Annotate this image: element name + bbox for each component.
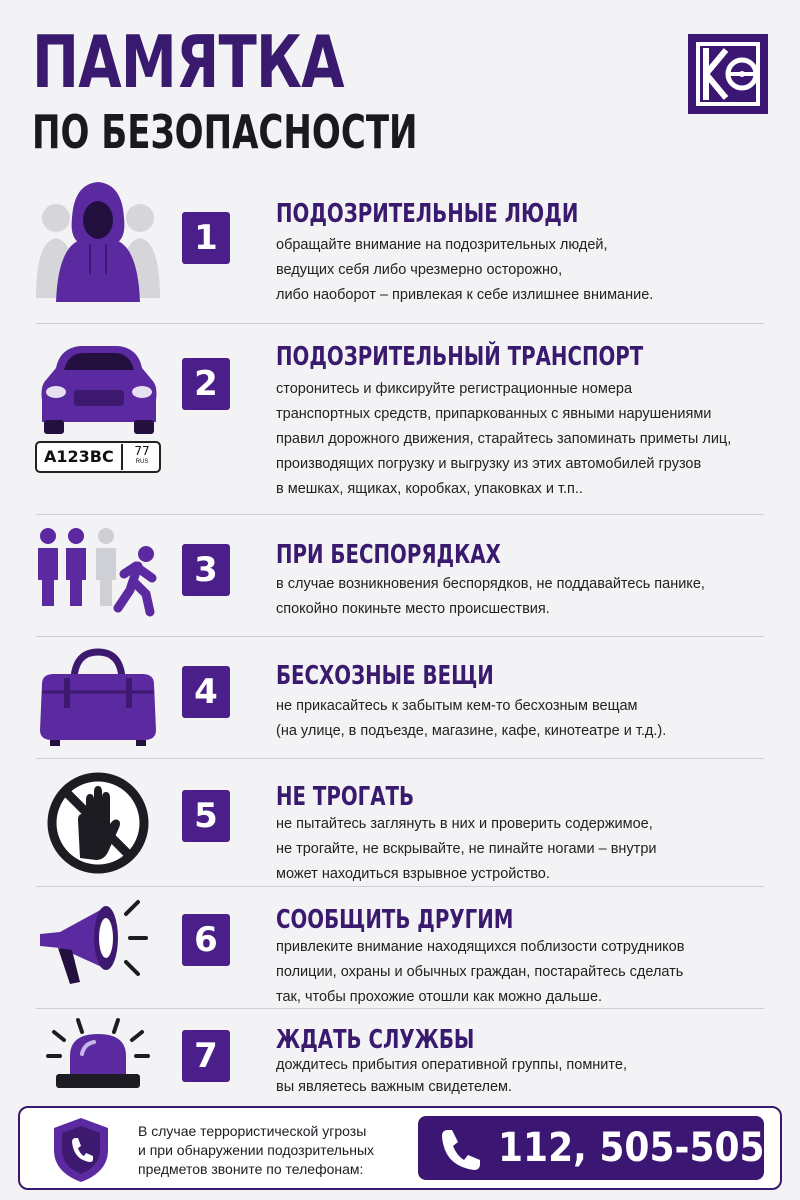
section-title: ПОДОЗРИТЕЛЬНЫЙ ТРАНСПОРТ: [276, 342, 644, 372]
divider: [36, 758, 764, 759]
running-people-icon: [34, 524, 162, 624]
text-line: вы являетесь важным свидетелем.: [276, 1079, 513, 1095]
section-text: [276, 1054, 776, 1098]
brand-logo: [688, 34, 768, 114]
footer-text: [138, 1122, 408, 1179]
section-number: 5: [182, 790, 230, 842]
plate-number: А123ВС: [44, 447, 114, 466]
text-line: предметов звоните по телефонам:: [138, 1161, 364, 1177]
section-title: СООБЩИТЬ ДРУГИМ: [276, 905, 514, 935]
section-number: 6: [182, 914, 230, 966]
text-line: не пытайтесь заглянуть в них и проверить содержимое,: [276, 816, 653, 832]
section-title: ПОДОЗРИТЕЛЬНЫЕ ЛЮДИ: [276, 199, 579, 229]
section-number: 3: [182, 544, 230, 596]
text-line: и при обнаружении подозрительных: [138, 1142, 375, 1158]
logo-icon: [688, 34, 768, 114]
section-title: ПРИ БЕСПОРЯДКАХ: [276, 540, 501, 570]
text-line: так, чтобы прохожие отошли как можно дальше.: [276, 989, 603, 1005]
section-title: БЕСХОЗНЫЕ ВЕЩИ: [276, 661, 494, 691]
text-line: привлеките внимание находящихся поблизости сотрудников: [276, 939, 685, 955]
siren-icon: [34, 1014, 162, 1094]
text-line: сторонитесь и фиксируйте регистрационные номера: [276, 381, 633, 397]
section-title: НЕ ТРОГАТЬ: [276, 782, 415, 812]
text-line: правил дорожного движения, старайтесь запоминать приметы лиц,: [276, 431, 732, 447]
page-subtitle: ПО БЕЗОПАСНОСТИ: [32, 105, 418, 159]
divider: [36, 514, 764, 515]
section-text: [276, 694, 776, 744]
text-line: в случае возникновения беспорядков, не поддавайтесь панике,: [276, 576, 705, 592]
emergency-footer: [18, 1106, 782, 1190]
plate-country: RUS: [135, 459, 149, 465]
shield-phone-icon: [50, 1116, 112, 1184]
text-line: дождитесь прибытия оперативной группы, помните,: [276, 1057, 627, 1073]
section-text: [276, 233, 776, 308]
text-line: не прикасайтесь к забытым кем-то бесхозным вещам: [276, 698, 638, 714]
text-line: производящих погрузку и выгрузку из этих автомобилей грузов: [276, 456, 702, 472]
divider: [36, 323, 764, 324]
text-line: спокойно покиньте место происшествия.: [276, 601, 550, 617]
bag-icon: [34, 648, 162, 748]
text-line: ведущих себя либо чрезмерно осторожно,: [276, 262, 563, 278]
section-title: ЖДАТЬ СЛУЖБЫ: [276, 1025, 475, 1055]
hooded-person-icon: [34, 178, 162, 308]
plate-region: 77: [134, 444, 150, 458]
text-line: не трогайте, не вскрывайте, не пинайте ногами – внутри: [276, 841, 657, 857]
text-line: В случае террористической угрозы: [138, 1123, 367, 1139]
section-number: 7: [182, 1030, 230, 1082]
phone-number[interactable]: 112, 505-505: [498, 1125, 765, 1171]
text-line: обращайте внимание на подозрительных людей,: [276, 237, 608, 253]
text-line: полиции, охраны и обычных граждан, постарайтесь сделать: [276, 964, 684, 980]
section-number: 4: [182, 666, 230, 718]
text-line: транспортных средств, припаркованных с явными нарушениями: [276, 406, 712, 422]
divider: [36, 636, 764, 637]
section-text: [276, 812, 776, 887]
phone-button[interactable]: [418, 1116, 764, 1180]
section-text: [276, 377, 776, 502]
text-line: (на улице, в подъезде, магазине, кафе, кинотеатре и т.д.).: [276, 723, 667, 739]
text-line: в мешках, ящиках, коробках, упаковках и т.п..: [276, 481, 583, 497]
megaphone-icon: [34, 894, 162, 994]
section-number: 2: [182, 358, 230, 410]
section-text: [276, 935, 776, 1010]
section-text: [276, 572, 776, 622]
no-touch-hand-icon: [34, 770, 162, 876]
text-line: либо наоборот – привлекая к себе излишнее внимание.: [276, 287, 654, 303]
phone-handset-icon: [436, 1126, 482, 1172]
section-number: 1: [182, 212, 230, 264]
page-title: ПАМЯТКА: [32, 20, 344, 104]
text-line: может находиться взрывное устройство.: [276, 866, 550, 882]
